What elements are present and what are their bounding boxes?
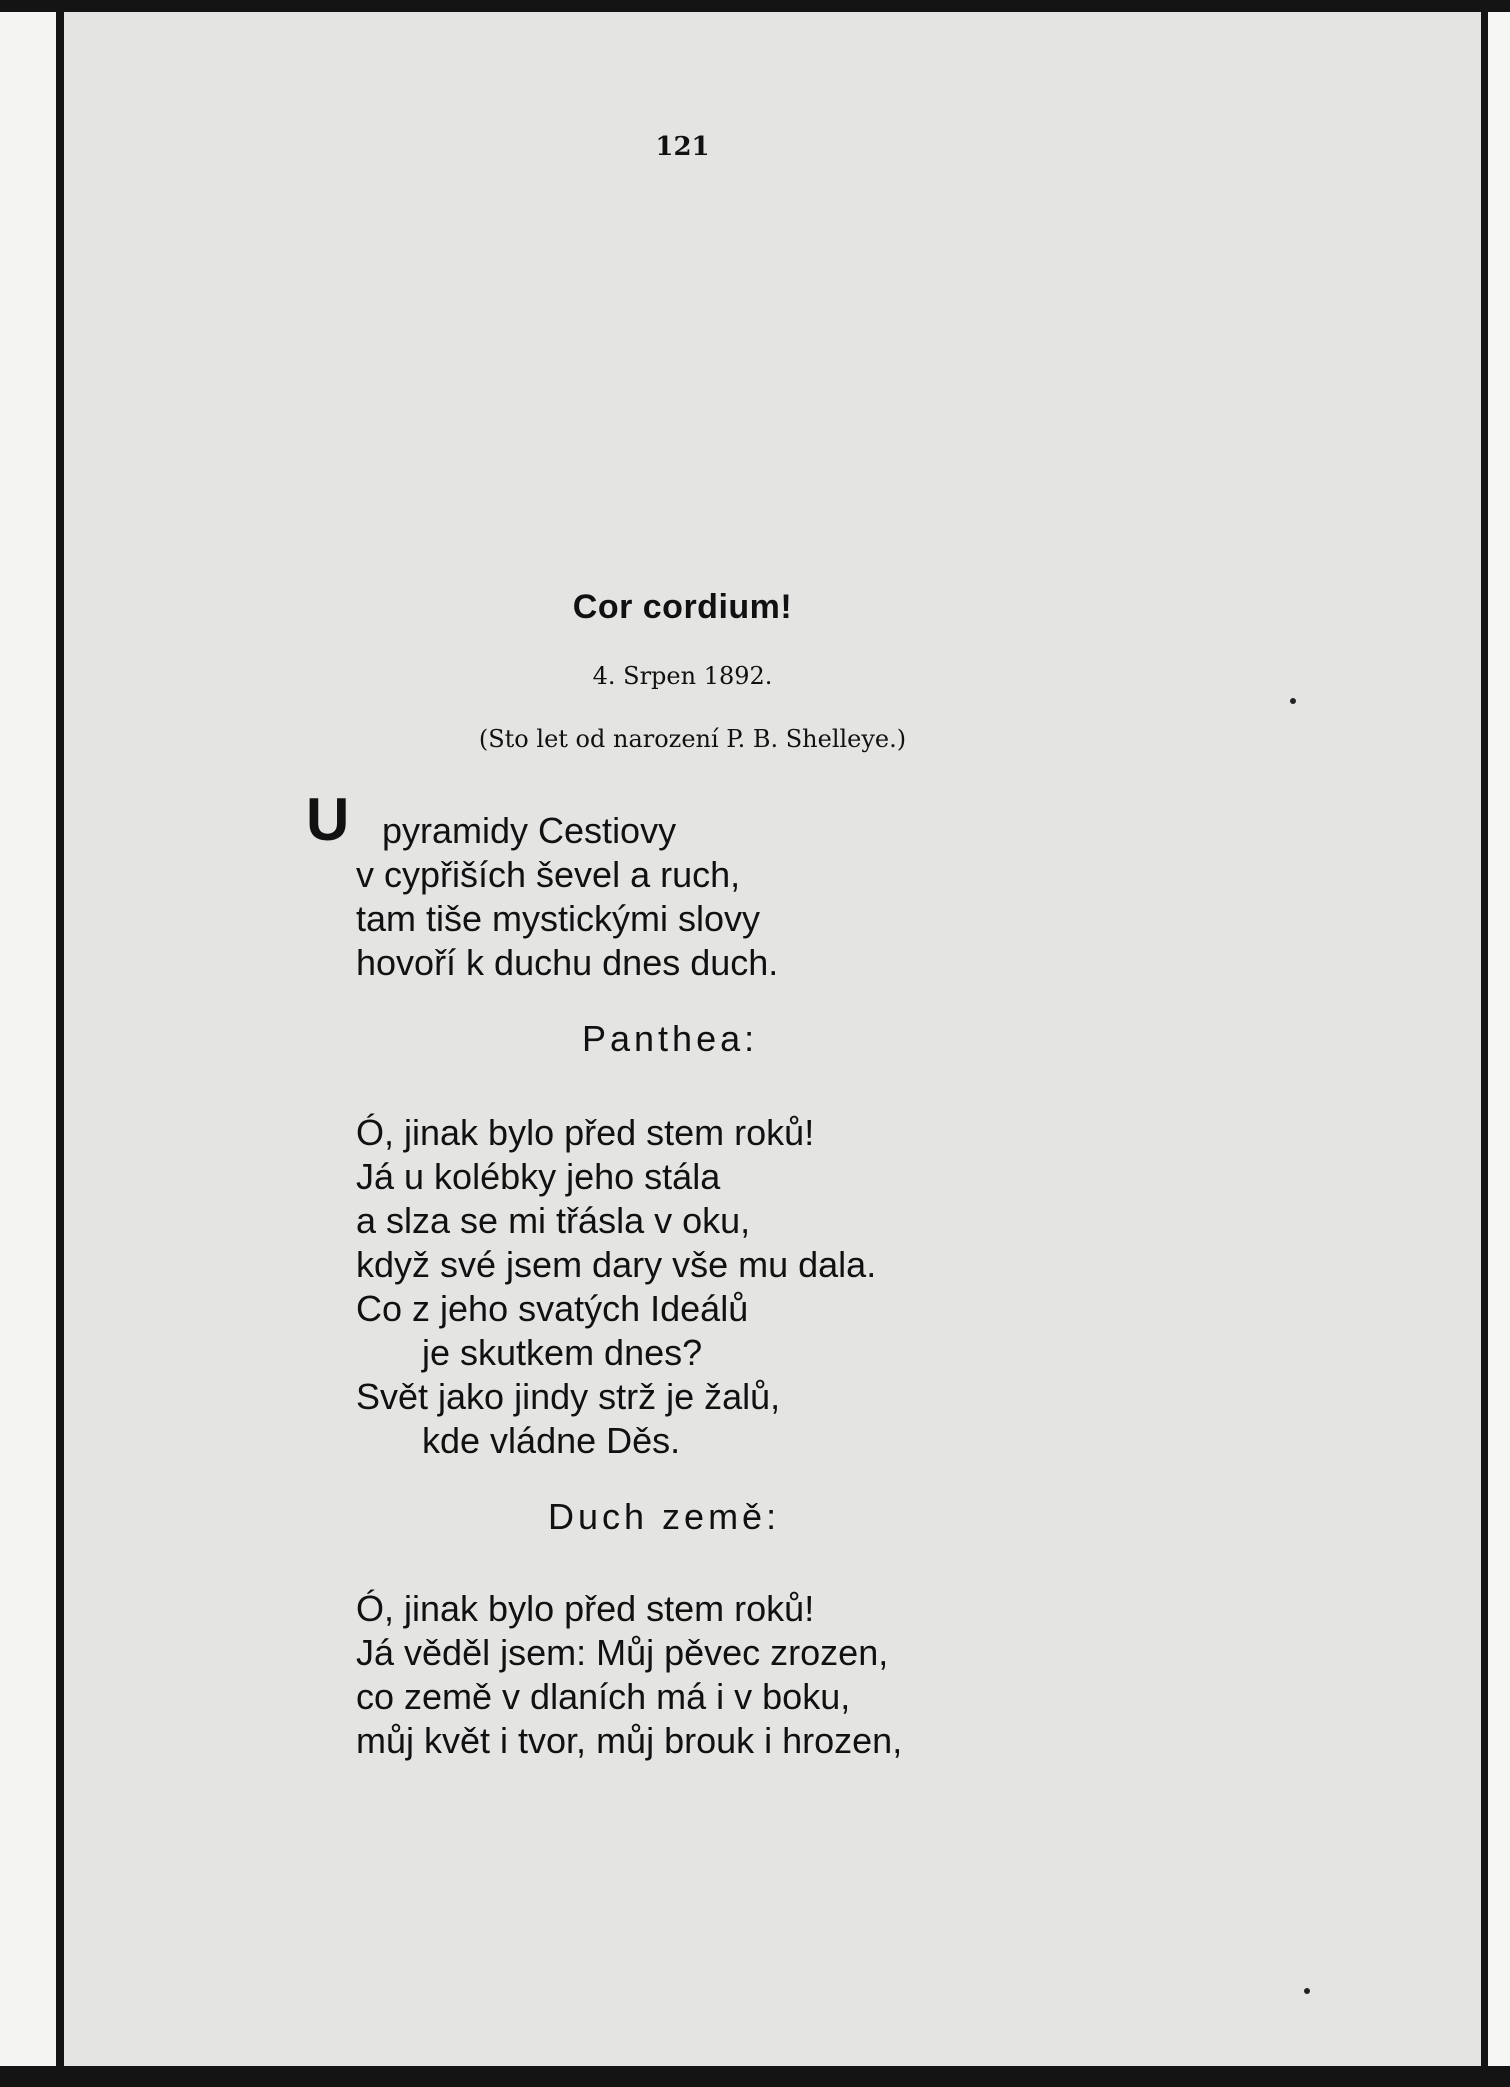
scan-border-bottom [0,2066,1510,2087]
poem-line: pyramidy Cestiovy [382,810,677,851]
poem-line: Ó, jinak bylo před stem roků! [356,1112,815,1153]
poem-line: kde vládne Děs. [422,1420,681,1461]
poem-line: je skutkem dnes? [422,1332,703,1373]
poem-line: Já u kolébky jeho stála [356,1156,721,1197]
poem-title: Cor cordium! [572,588,793,626]
scan-margin-right [1486,0,1510,2087]
poem-line: Ó, jinak bylo před stem roků! [356,1588,815,1629]
poem-line: Já věděl jsem: Můj pěvec zrozen, [356,1632,889,1673]
poem-line: a slza se mi třásla v oku, [356,1200,751,1241]
poem-line: tam tiše mystickými slovy [356,898,761,939]
poem-line: hovoří k duchu dnes duch. [356,942,779,983]
speaker-label: Panthea: [582,1018,759,1059]
scan-border-right [1481,0,1488,2087]
poem-date: 4. Srpen 1892. [592,662,773,690]
poem-line: když své jsem dary vše mu dala. [356,1244,877,1285]
drop-cap: U [306,786,350,853]
speaker-label: Duch země: [548,1496,781,1537]
scan-border-top [0,0,1510,12]
scan-margin-left [0,0,58,2087]
scan-border-left [56,0,64,2087]
poem-line: v cypřiších ševel a ruch, [356,854,741,895]
page-number: 121 [655,132,710,162]
dust-speck [1304,1988,1310,1994]
dust-speck [1290,698,1296,704]
poem-line: Svět jako jindy strž je žalů, [356,1376,781,1417]
book-page [64,12,1481,2066]
poem-line: co země v dlaních má i v boku, [356,1676,851,1717]
poem-line: můj květ i tvor, můj brouk i hrozen, [356,1720,903,1761]
poem-subtitle: (Sto let od narození P. B. Shelleye.) [478,725,907,753]
poem-line: Co z jeho svatých Ideálů [356,1288,749,1329]
